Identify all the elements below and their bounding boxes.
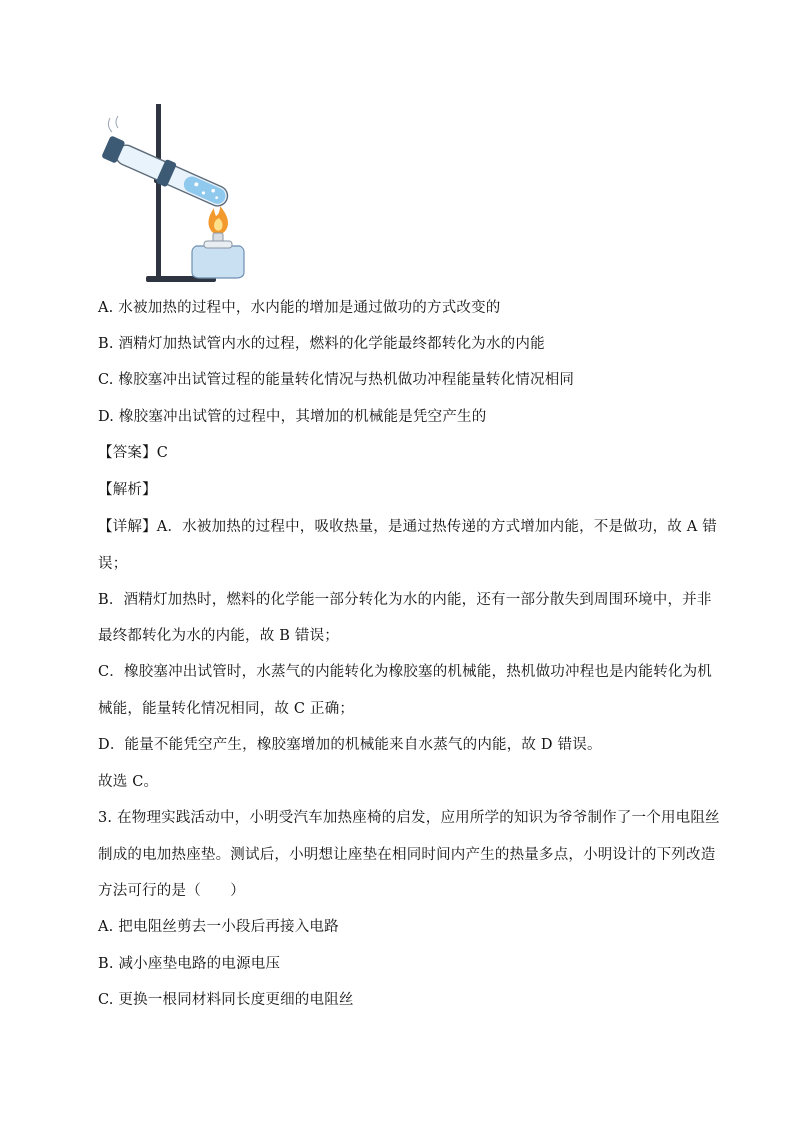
question3-stem-line: 3. 在物理实践活动中，小明受汽车加热座椅的启发，应用所学的知识为爷爷制作了一个用电阻丝 — [98, 810, 720, 826]
analysis-heading: 【解析】 — [98, 482, 157, 498]
detail-line: B．酒精灯加热时，燃料的化学能一部分转化为水的内能，还有一部分散失到周围环境中，并非 — [98, 592, 712, 608]
question3-option-c: C. 更换一根同材料同长度更细的电阻丝 — [98, 992, 354, 1008]
detail-line: 械能，能量转化情况相同，故 C 正确； — [98, 701, 355, 717]
option-d: D. 橡胶塞冲出试管的过程中，其增加的机械能是凭空产生的 — [98, 409, 487, 425]
option-a: A. 水被加热的过程中，水内能的增加是通过做功的方式改变的 — [98, 300, 501, 316]
conclusion: 故选 C。 — [98, 774, 159, 790]
detail-line: D．能量不能凭空产生，橡胶塞增加的机械能来自水蒸气的内能，故 D 错误。 — [98, 737, 602, 753]
answer-label: 【答案】C — [98, 445, 169, 461]
experiment-figure — [92, 100, 252, 288]
steam — [108, 116, 118, 132]
alcohol-lamp — [192, 246, 244, 278]
detail-line: 误； — [98, 556, 128, 572]
detail-line: 最终都转化为水的内能，故 B 错误； — [98, 628, 339, 644]
test-tube — [101, 134, 232, 211]
detail-line: C．橡胶塞冲出试管时，水蒸气的内能转化为橡胶塞的机械能，热机做功冲程也是内能转化为机 — [98, 664, 712, 680]
question3-stem-line: 制成的电加热座垫。测试后，小明想让座垫在相同时间内产生的热量多点，小明设计的下列改造 — [98, 847, 716, 863]
question3-option-a: A. 把电阻丝剪去一小段后再接入电路 — [98, 919, 339, 935]
option-c: C. 橡胶塞冲出试管过程的能量转化情况与热机做功冲程能量转化情况相同 — [98, 372, 575, 388]
question3-option-b: B. 减小座垫电路的电源电压 — [98, 956, 281, 972]
detail-line: 【详解】A．水被加热的过程中，吸收热量，是通过热传递的方式增加内能，不是做功，故 A 错 — [98, 519, 717, 535]
option-b: B. 酒精灯加热试管内水的过程，燃料的化学能最终都转化为水的内能 — [98, 336, 545, 352]
stand-rod — [156, 104, 161, 278]
question3-stem-line: 方法可行的是（ ） — [98, 883, 245, 899]
